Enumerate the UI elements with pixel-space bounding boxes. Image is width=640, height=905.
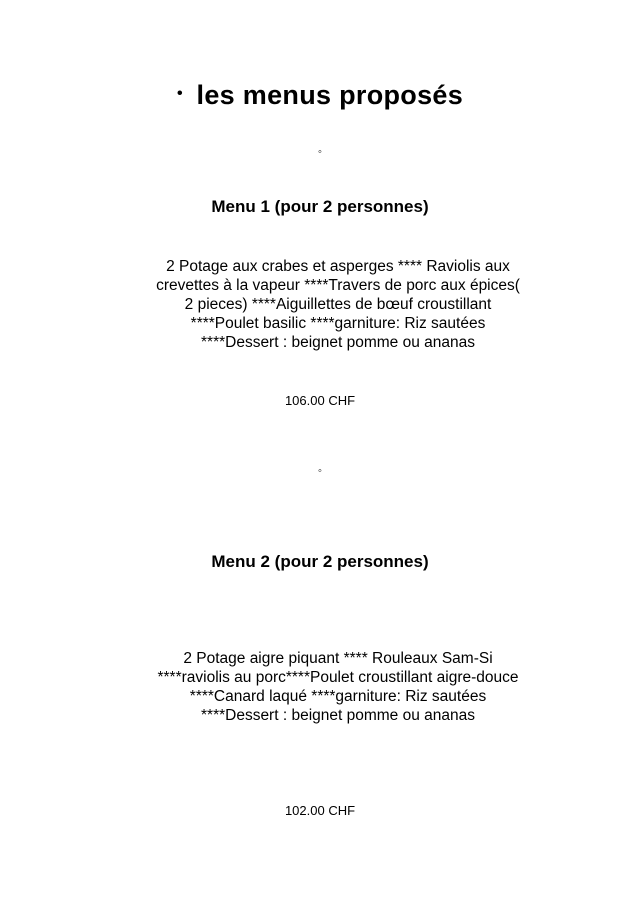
menu-2-title: Menu 2 (pour 2 personnes) (211, 552, 429, 571)
menu-1-price: 106.00 CHF (284, 393, 356, 408)
page-title: les menus proposés (196, 80, 464, 110)
menu-2-description: 2 Potage aigre piquant **** Rouleaux Sam-Si ****raviolis au porc****Poulet croustillant aigre-douce ****Canard laqué ****garniture: Riz sautées ****Dessert : beignet pomme ou ananas (157, 650, 519, 724)
page-heading (0, 80, 640, 111)
sublist-circle-icon: ◦ (318, 146, 322, 158)
menu-1-description: 2 Potage aux crabes et asperges **** Raviolis aux crevettes à la vapeur ****Travers de porc aux épices( 2 pieces) ****Aiguillettes de bœuf croustillant ****Poulet basilic ****garniture: Riz sautées ****Dessert : beignet pomme ou ananas (156, 258, 520, 351)
menu-1-title: Menu 1 (pour 2 personnes) (211, 197, 429, 216)
sublist-circle-icon: ◦ (318, 465, 322, 477)
heading-bullet-icon: • (176, 84, 183, 102)
menu-2-price: 102.00 CHF (284, 803, 356, 818)
